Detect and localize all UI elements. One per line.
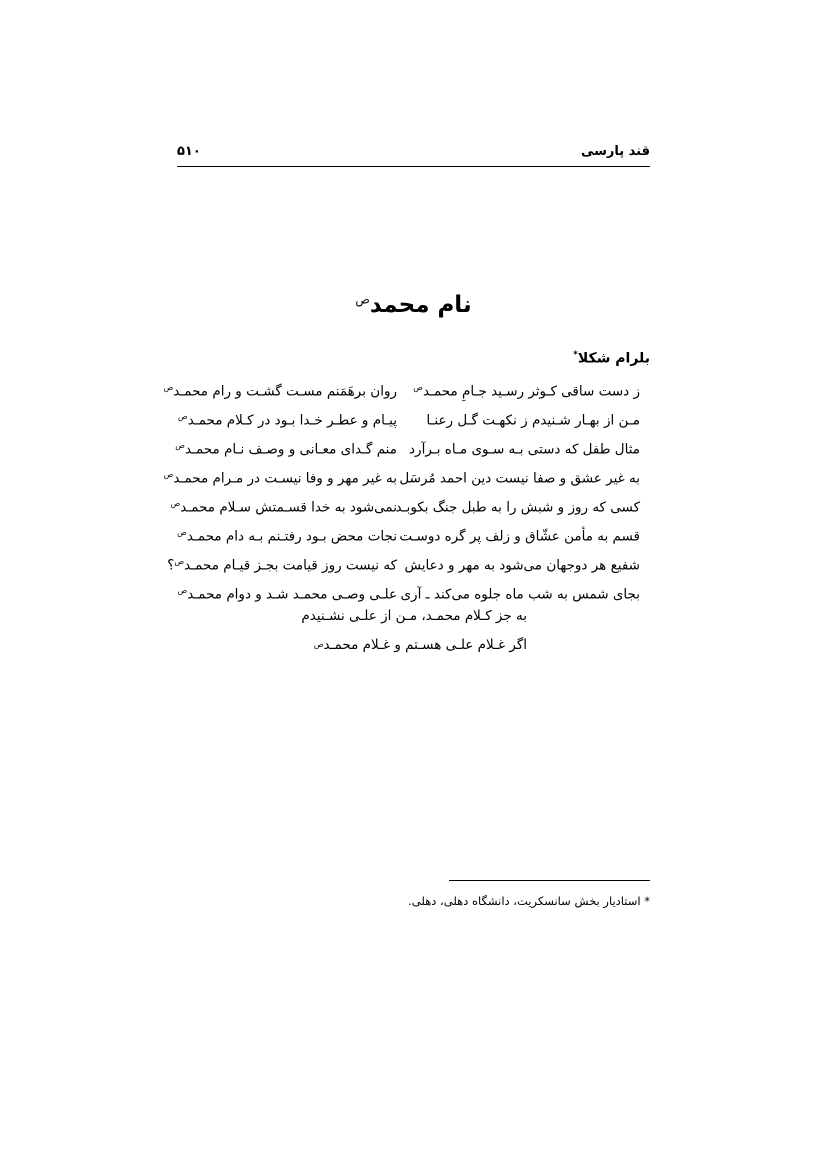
hemistich-text: منم گـدای معـانی و وصـف نـام محمـد (184, 441, 397, 458)
hemistich-text: نجات محض بـود رفتـنم بـه دام محمـد (186, 528, 397, 545)
closing-line-text: اگر غـلام علـی هسـتم و غـلام محمـد (323, 636, 527, 653)
page-number: ۵۱۰ (177, 144, 201, 159)
honorific-mark: ص (313, 640, 324, 649)
hemistich-left (163, 470, 397, 487)
hemistich-text: شفیع هر دوجهان می‌شود به مهر و دعایش (404, 557, 640, 574)
hemistich-text: مـن از بهـار شـنیدم ز نکهـت گـل رعنـا (426, 412, 640, 429)
hemistich-left (177, 412, 397, 429)
honorific-mark: ص (175, 441, 185, 451)
hemistich-text: علـی وصـی محمـد شـد و دوام محمـد (187, 586, 397, 603)
running-header (177, 144, 650, 159)
footnote-rule (449, 880, 650, 881)
closing-lines (177, 601, 527, 659)
footnote-text: استادیار بخش سانسکریت، دانشگاه دهلی، دهلی. (408, 894, 641, 908)
hemistich-right (399, 470, 640, 487)
couplet (177, 406, 640, 435)
couplet (167, 551, 640, 580)
hemistich-right (420, 412, 640, 429)
hemistich-right (395, 499, 640, 516)
honorific-mark: ص (177, 586, 188, 596)
hemistich-right (413, 383, 640, 400)
poem-title (177, 292, 650, 318)
footnote-symbol: * (644, 894, 650, 908)
honorific-mark: ص (163, 470, 174, 480)
closing-line (177, 601, 527, 630)
couplet (163, 377, 640, 406)
couplet (163, 464, 640, 493)
poem-title-text: نام محمد (369, 292, 472, 318)
honorific-mark: ص (174, 557, 185, 567)
hemistich-left (170, 499, 397, 516)
hemistich-left (167, 557, 397, 574)
couplet (170, 493, 640, 522)
question-mark: ؟ (167, 557, 175, 574)
hemistich-left (177, 441, 397, 458)
hemistich-text: نمی‌شود به خدا قسـمتش سـلام محمـد (180, 499, 397, 516)
honorific-mark: ص (413, 383, 423, 393)
hemistich-left (163, 383, 397, 400)
closing-line (177, 630, 527, 659)
author-footnote-mark: * (573, 350, 578, 360)
footnote (177, 894, 650, 908)
honorific-mark: ص (178, 412, 188, 422)
author-name: بلرام شکلا (577, 350, 650, 367)
hemistich-text: کسی که روز و شبش را به طبل جنگ بکوبـد (395, 499, 640, 516)
hemistich-text: بجای شمس به شب ماه جلوه می‌کند ـ آری (400, 586, 640, 603)
honorific-mark: ص (177, 528, 187, 538)
honorific-mark: ص (170, 499, 181, 509)
honorific-mark: ص (163, 383, 174, 393)
book-title: قند پارسی (580, 144, 650, 159)
hemistich-text: پیـام و عطـر خـدا بـود در کـلام محمـد (187, 412, 397, 429)
hemistich-text: مثال طفل که دستی بـه سـوی مـاه بـرآرد (409, 441, 640, 458)
hemistich-text: روان برهَمَنم مسـت گشـت و رام محمـد (173, 383, 397, 400)
couplet (177, 522, 640, 551)
hemistich-text: قسم به مأمن عشّاق و زلف پر گره دوسـت (399, 528, 640, 545)
hemistich-left (177, 528, 397, 545)
hemistich-right (404, 557, 640, 574)
couplet (177, 435, 640, 464)
poem-title-mark: ص (355, 292, 370, 307)
hemistich-text: ز دست ساقی کـوثر رسـید جـامِ محمـد (422, 383, 640, 400)
hemistich-text: به غیر مهر و وفا نیسـت در مـرام محمـد (173, 470, 397, 487)
poem-verses (163, 377, 640, 609)
hemistich-text: به غیر عشق و صفا نیست دین احمد مُرسَل (399, 470, 640, 487)
hemistich-right (409, 441, 640, 458)
closing-line-text: به جز کـلام محمـد، مـن از علـی نشـنیدم (301, 607, 527, 624)
author (177, 350, 650, 367)
hemistich-right (399, 528, 640, 545)
hemistich-text: که نیست روز قیامت بجـز قیـام محمـد (184, 557, 397, 574)
header-rule (177, 166, 650, 167)
